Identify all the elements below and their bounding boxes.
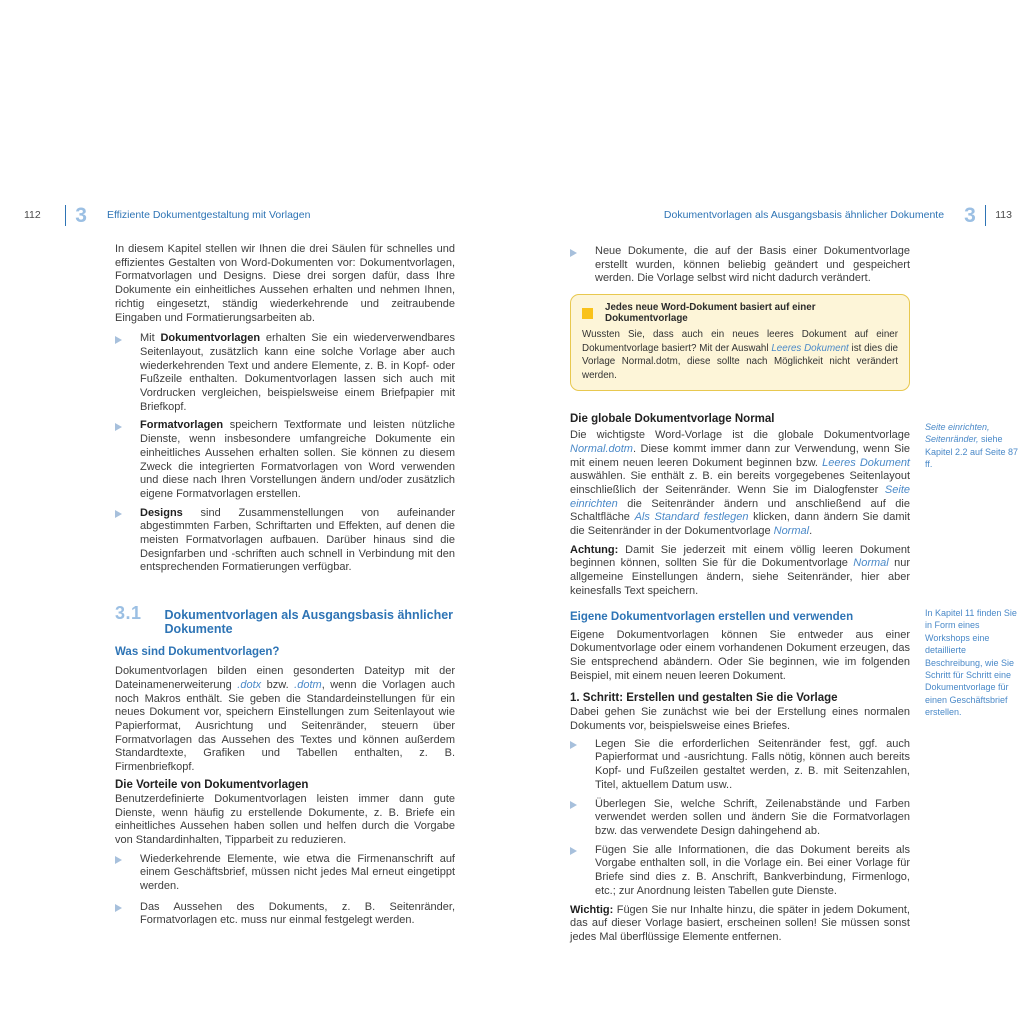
bullet-arrow-icon [115,901,140,928]
note-header [582,302,898,324]
bullet-item [115,901,455,928]
page-right [570,203,1024,945]
page-number-left: 112 [24,209,41,221]
bullet-arrow-icon [115,419,140,501]
bullet-item [115,332,455,414]
page-number-right: 113 [995,209,1012,221]
bullet-text: Legen Sie die erforderlichen Seitenränder fest, ggf. auch Papierformat und -ausrichtung. Falls nötig, können auch bereits Kopf- und Fußzeilen gestaltet werden, z. B. mit Seitenzahlen, Titel, aktuellem Datum usw.. [595,737,910,791]
right-content-column [570,245,910,945]
intro-paragraph: In diesem Kapitel stellen wir Ihnen die drei Säulen für schnelles und effizientes Gestalten von Word-Dokumenten vor: Dokumentvorlagen, Formatvorlagen und Designs. Diese drei sorgen dafür, dass Ihre Dokumente ein einheitliches Aussehen erhalten und nehmen Ihnen, richtig eingesetzt, ständig wiederkehrende und zeitraubende Eingaben und Formatierungsarbeiten ab. [115,243,455,324]
running-title-right: Dokumentvorlagen als Ausgangsbasis ähnlicher Dokumente [663,209,945,221]
header-divider [65,205,67,226]
bullet-text: Wiederkehrende Elemente, wie etwa die Firmenanschrift auf einem Geschäftsbrief, müssen nicht jedes Mal erneut eingetippt werden. [140,852,455,893]
heading-global-template: Die globale Dokumentvorlage Normal [570,413,775,426]
bullet-arrow-icon [570,798,595,839]
bullet-text: Mit Dokumentvorlagen erhalten Sie ein wiederverwendbares Seitenlayout, zusätzlich kann eine solche Vorlage aber auch wiederkehrenden Text und andere Elemente, z. B. in Kopf- oder Fußzeile enthalten. Dokumentvorlagen lassen sich auch mit Vordrucken vergleichen, beispielsweise einem Briefpapier mit Briefkopf. [140,332,455,413]
section-heading [115,603,455,636]
note-box [570,294,910,391]
page-left [20,203,465,928]
bullet-arrow-icon [115,853,140,894]
subsection-heading-what: Was sind Dokumentvorlagen? [115,646,280,659]
bullet-text: Neue Dokumente, die auf der Basis einer Dokumentvorlage erstellt wurden, können beliebig geändert und gespeichert werden. Die Vorlage selbst wird nicht dadurch verändert. [595,245,910,285]
margin-note-page-setup: Seite einrichten, Seitenränder, siehe Kapitel 2.2 auf Seite 87 ff. [925,422,1019,470]
bullet-item [570,738,910,793]
note-square-icon [582,308,593,319]
bullet-item [115,853,455,894]
bullet-text: Fügen Sie alle Informationen, die das Dokument bereits als Vorgabe enthalten soll, in die Vorlage ein. Bei einer Vorlage für Briefe sind dies z. B. Anschrift, Bankverbindung, Firmenlogo, etc.; zur Anordnung leisten Tabellen gute Dienste. [595,843,910,897]
bullet-text: Überlegen Sie, welche Schrift, Zeilenabstände und Farben verwendet werden sollen und ändern Sie die Formatvorlagen bzw. das verwendete Design dahingehend ab. [595,797,910,837]
bullet-item [570,245,910,286]
bullet-item [570,844,910,899]
subsection-heading-own-templates: Eigene Dokumentvorlagen erstellen und verwenden [570,610,854,623]
section-title: Dokumentvorlagen als Ausgangsbasis ähnlicher Dokumente [164,608,454,637]
right-page-header [570,203,1024,227]
bullet-text: Designs sind Zusammenstellungen von aufeinander abgestimmten Farben, Schriftarten und Effekten, auf denen die meisten Formatvorlagen aufbauen. Darüber hinaus sind die Designfarben und -schriften auch schnell in Verbindung mit den entsprechenden Formatierungen verfügbar. [140,506,455,574]
subsection-heading-benefits: Die Vorteile von Dokumentvorlagen [115,778,309,791]
bullet-text: Formatvorlagen speichern Textformate und leisten nützliche Dienste, wenn insbesondere umfangreiche Dokumente ein einheitliches Aussehen erhalten sollen. Sie können zu diesem Zweck die integrierten Formatvorlagen von Word verwenden und diese nach Ihren Vorstellungen ändern und/oder zusätzlich eigene Formatvorlagen erstellen. [140,419,455,500]
chapter-number: 3 [964,203,976,227]
paragraph-own-templates: Eigene Dokumentvorlagen können Sie entweder aus einer Dokumentvorlage oder einem vorhandenen Dokument erzeugen, das Sie entsprechend abändern. Oder Sie beginnen, wie im folgenden Beispiel, mit einem neuen leeren Dokument. [570,628,910,682]
bullet-arrow-icon [115,507,140,576]
paragraph-benefits: Benutzerdefinierte Dokumentvorlagen leisten immer dann gute Dienste, wenn häufig zu erstellende Dokumente, z. B. Briefe ein einheitliches Aussehen haben sollen und helfen durch die Vorgabe von Standardinhalten, Tipparbeit zu reduzieren. [115,792,455,846]
running-title-left: Effiziente Dokumentgestaltung mit Vorlagen [106,209,311,221]
bullet-item [115,419,455,501]
left-content-column [115,243,455,928]
bullet-arrow-icon [115,332,140,414]
margin-note-chapter-11: In Kapitel 11 finden Sie in Form eines Workshops eine detaillierte Beschreibung, wie Sie Schritt für Schritt eine Dokumentvorlage für einen Geschäftsbrief erstellen. [925,608,1017,718]
section-number: 3.1 [115,603,142,624]
chapter-number: 3 [75,203,87,227]
bullet-arrow-icon [570,738,595,793]
note-body: Wussten Sie, dass auch ein neues leeres Dokument auf einer Dokumentvorlage basiert? Mit der Auswahl Leeres Dokument ist dies die Vorlage Normal.dotm, diese sollte nach Möglichkeit nicht verändert werden. [582,329,898,381]
header-divider [985,205,987,226]
heading-step-1: 1. Schritt: Erstellen und gestalten Sie die Vorlage [570,692,838,705]
paragraph-achtung: Achtung: Damit Sie jederzeit mit einem völlig leeren Dokument beginnen können, sollten Sie für die Dokumentvorlage Normal nur allgemeine Einstellungen ändern, siehe Seitenränder, hier aber keinesfalls Text speichern. [570,543,910,597]
left-page-header [20,203,465,227]
paragraph-normal-template: Die wichtigste Word-Vorlage ist die globale Dokumentvorlage Normal.dotm. Diese kommt immer dann zur Verwendung, wenn Sie mit einem neuen leeren Dokument beginnen bzw. Leeres Dokument auswählen. Sie enthält z. B. ein bereits vorgegebenes Seitenlayout einschließlich der Seitenränder. Wenn Sie im Dialogfenster Seite einrichten die Seitenränder ändern und anschließend auf die Schaltfläche Als Standard festlegen klicken, dann ändern Sie damit die Seitenränder in der Dokumentvorlage Normal. [570,429,911,538]
bullet-arrow-icon [570,245,595,286]
note-title: Jedes neue Word-Dokument basiert auf einer Dokumentvorlage [605,302,816,325]
bullet-item [570,798,910,839]
paragraph-step-intro: Dabei gehen Sie zunächst wie bei der Erstellung eines normalen Dokuments vor, beispielsweise eines Briefes. [570,706,910,733]
bullet-text: Das Aussehen des Dokuments, z. B. Seitenränder, Formatvorlagen etc. muss nur einmal festgelegt werden. [140,900,455,927]
paragraph-filetypes: Dokumentvorlagen bilden einen gesonderten Dateityp mit der Dateinamenerweiterung .dotx bzw. .dotm, wenn die Vorlagen auch noch Makros enthält. Sie geben die Standardeinstellungen für ein neues Dokument vor, speichern Einstellungen zum Seitenlayout wie Papierformat, Ausrichtung und Seitenränder, steuern über Formatvorlagen das Aussehen des Textes und können außerdem Standardtexte, Grafiken und Tabellen enthalten, z. B. Firmenbriefkopf. [115,665,455,774]
bullet-item [115,507,455,576]
paragraph-wichtig: Wichtig: Fügen Sie nur Inhalte hinzu, die später in jedem Dokument, das auf dieser Vorlage basiert, erscheinen sollen! Sie müssen sonst jedes Mal überflüssige Elemente entfernen. [570,903,910,943]
bullet-arrow-icon [570,844,595,899]
